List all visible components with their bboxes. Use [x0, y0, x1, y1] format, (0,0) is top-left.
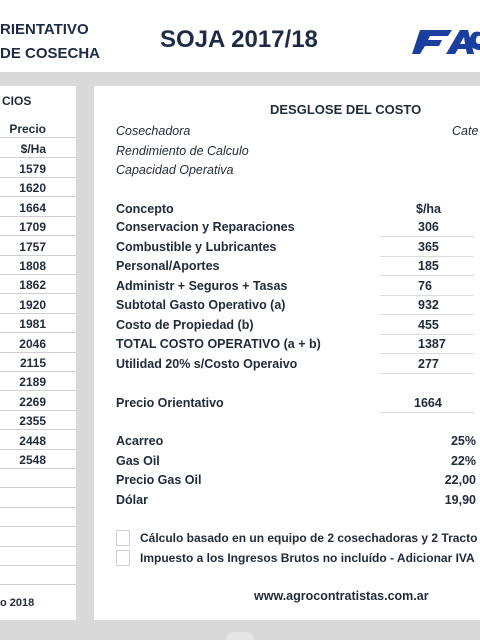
price-cell: 2115 — [0, 354, 76, 372]
price-cell: 1920 — [0, 296, 76, 314]
price-cell: 1579 — [0, 160, 76, 178]
price-cell: 1620 — [0, 179, 76, 197]
price-table — [0, 86, 76, 620]
cost-row-value-box — [380, 356, 474, 374]
concept-header: Concepto — [116, 202, 174, 216]
price-cell-empty — [0, 470, 76, 488]
param-value: 19,90 — [444, 492, 476, 507]
price-cell-empty — [0, 567, 76, 585]
price-cell-empty — [0, 490, 76, 508]
cost-row-label: Administr + Seguros + Tasas — [116, 278, 288, 293]
cost-row-value-box — [380, 297, 474, 315]
cate-label: Cate — [452, 124, 479, 138]
note2-checkbox — [116, 550, 130, 566]
param-value: 22,00 — [444, 473, 476, 487]
price-cell: 2448 — [0, 432, 76, 450]
cost-row-value-box — [380, 278, 474, 296]
cost-row-label: Utilidad 20% s/Costo Operaivo — [116, 356, 298, 371]
price-cell-empty — [0, 509, 76, 527]
price-cell: 2548 — [0, 451, 76, 469]
header-left-line1: RIENTATIVO — [0, 21, 89, 38]
price-cell: 1862 — [0, 276, 76, 294]
cost-row-value-box — [380, 239, 474, 257]
cost-row-value-box — [380, 336, 474, 354]
price-cell: 2355 — [0, 412, 76, 430]
header-subtitle — [0, 18, 100, 66]
rendimiento-label: Rendimiento de Calculo — [116, 144, 249, 158]
cost-row-label: Costo de Propiedad (b) — [116, 317, 254, 332]
note-equipment: Cálculo basado en un equipo de 2 cosechadoras y 2 Tracto — [140, 531, 478, 545]
price-cell: 1757 — [0, 238, 76, 256]
param-label: Acarreo — [116, 434, 164, 448]
precio-orientativo-label: Precio Orientativo — [116, 396, 224, 410]
price-col-unit: $/Ha — [0, 140, 76, 158]
breakdown-heading: DESGLOSE DEL COSTO — [270, 102, 422, 117]
cost-row-value: 277 — [418, 356, 439, 371]
price-section-label: CIOS — [2, 94, 32, 108]
cost-row-label: Combustible y Lubricantes — [116, 239, 277, 254]
bottom-decoration — [226, 632, 254, 640]
cost-row-value: 455 — [418, 317, 439, 332]
cosechadora-label: Cosechadora — [116, 124, 191, 138]
cost-row-value-box — [380, 258, 474, 276]
cost-row-value: 306 — [418, 220, 439, 234]
price-col-title: Precio — [0, 120, 76, 138]
param-value: 22% — [450, 453, 476, 468]
cost-row-value: 76 — [418, 278, 432, 293]
cost-row-label: Conservacion y Reparaciones — [116, 220, 295, 234]
price-cell: 1664 — [0, 199, 76, 217]
precio-orientativo-value: 1664 — [414, 396, 442, 410]
cost-row-label: Subtotal Gasto Operativo (a) — [116, 298, 286, 312]
header-bar — [0, 0, 480, 72]
website-link[interactable]: www.agrocontratistas.com.ar — [254, 589, 429, 603]
price-cell-empty — [0, 529, 76, 547]
capacidad-label: Capacidad Operativa — [116, 163, 234, 177]
price-cell: 2189 — [0, 373, 76, 391]
param-label: Precio Gas Oil — [116, 473, 202, 487]
price-cell: 1709 — [0, 218, 76, 236]
cost-row-value: 1387 — [418, 337, 446, 351]
price-cell-empty — [0, 548, 76, 566]
fac-logo — [412, 26, 480, 56]
cost-row-value-box — [380, 219, 474, 237]
price-cell: 1808 — [0, 257, 76, 275]
footer-date: o 2018 — [0, 597, 35, 609]
cost-row-label: Personal/Aportes — [116, 259, 220, 273]
note1-checkbox — [116, 530, 130, 546]
price-cell: 1981 — [0, 315, 76, 333]
param-value: 25% — [450, 434, 476, 448]
unit-header: $/ha — [416, 202, 442, 216]
precio-orientativo-value-box — [380, 395, 474, 413]
cost-row-value-box — [380, 317, 474, 335]
cost-row-value: 185 — [418, 259, 439, 273]
header-left-line2: DE COSECHA — [0, 45, 101, 62]
cost-row-value: 365 — [418, 239, 439, 254]
note-tax: Impuesto a los Ingresos Brutos no incluído - Adicionar IVA — [140, 551, 475, 565]
param-label: Gas Oil — [116, 453, 160, 468]
cost-row-value: 932 — [418, 298, 439, 312]
cost-row-label: TOTAL COSTO OPERATIVO (a + b) — [116, 337, 321, 351]
param-label: Dólar — [116, 492, 148, 507]
page-title: SOJA 2017/18 — [160, 26, 318, 53]
cost-breakdown-panel — [94, 86, 480, 620]
price-cell: 2269 — [0, 393, 76, 411]
price-cell: 2046 — [0, 335, 76, 353]
